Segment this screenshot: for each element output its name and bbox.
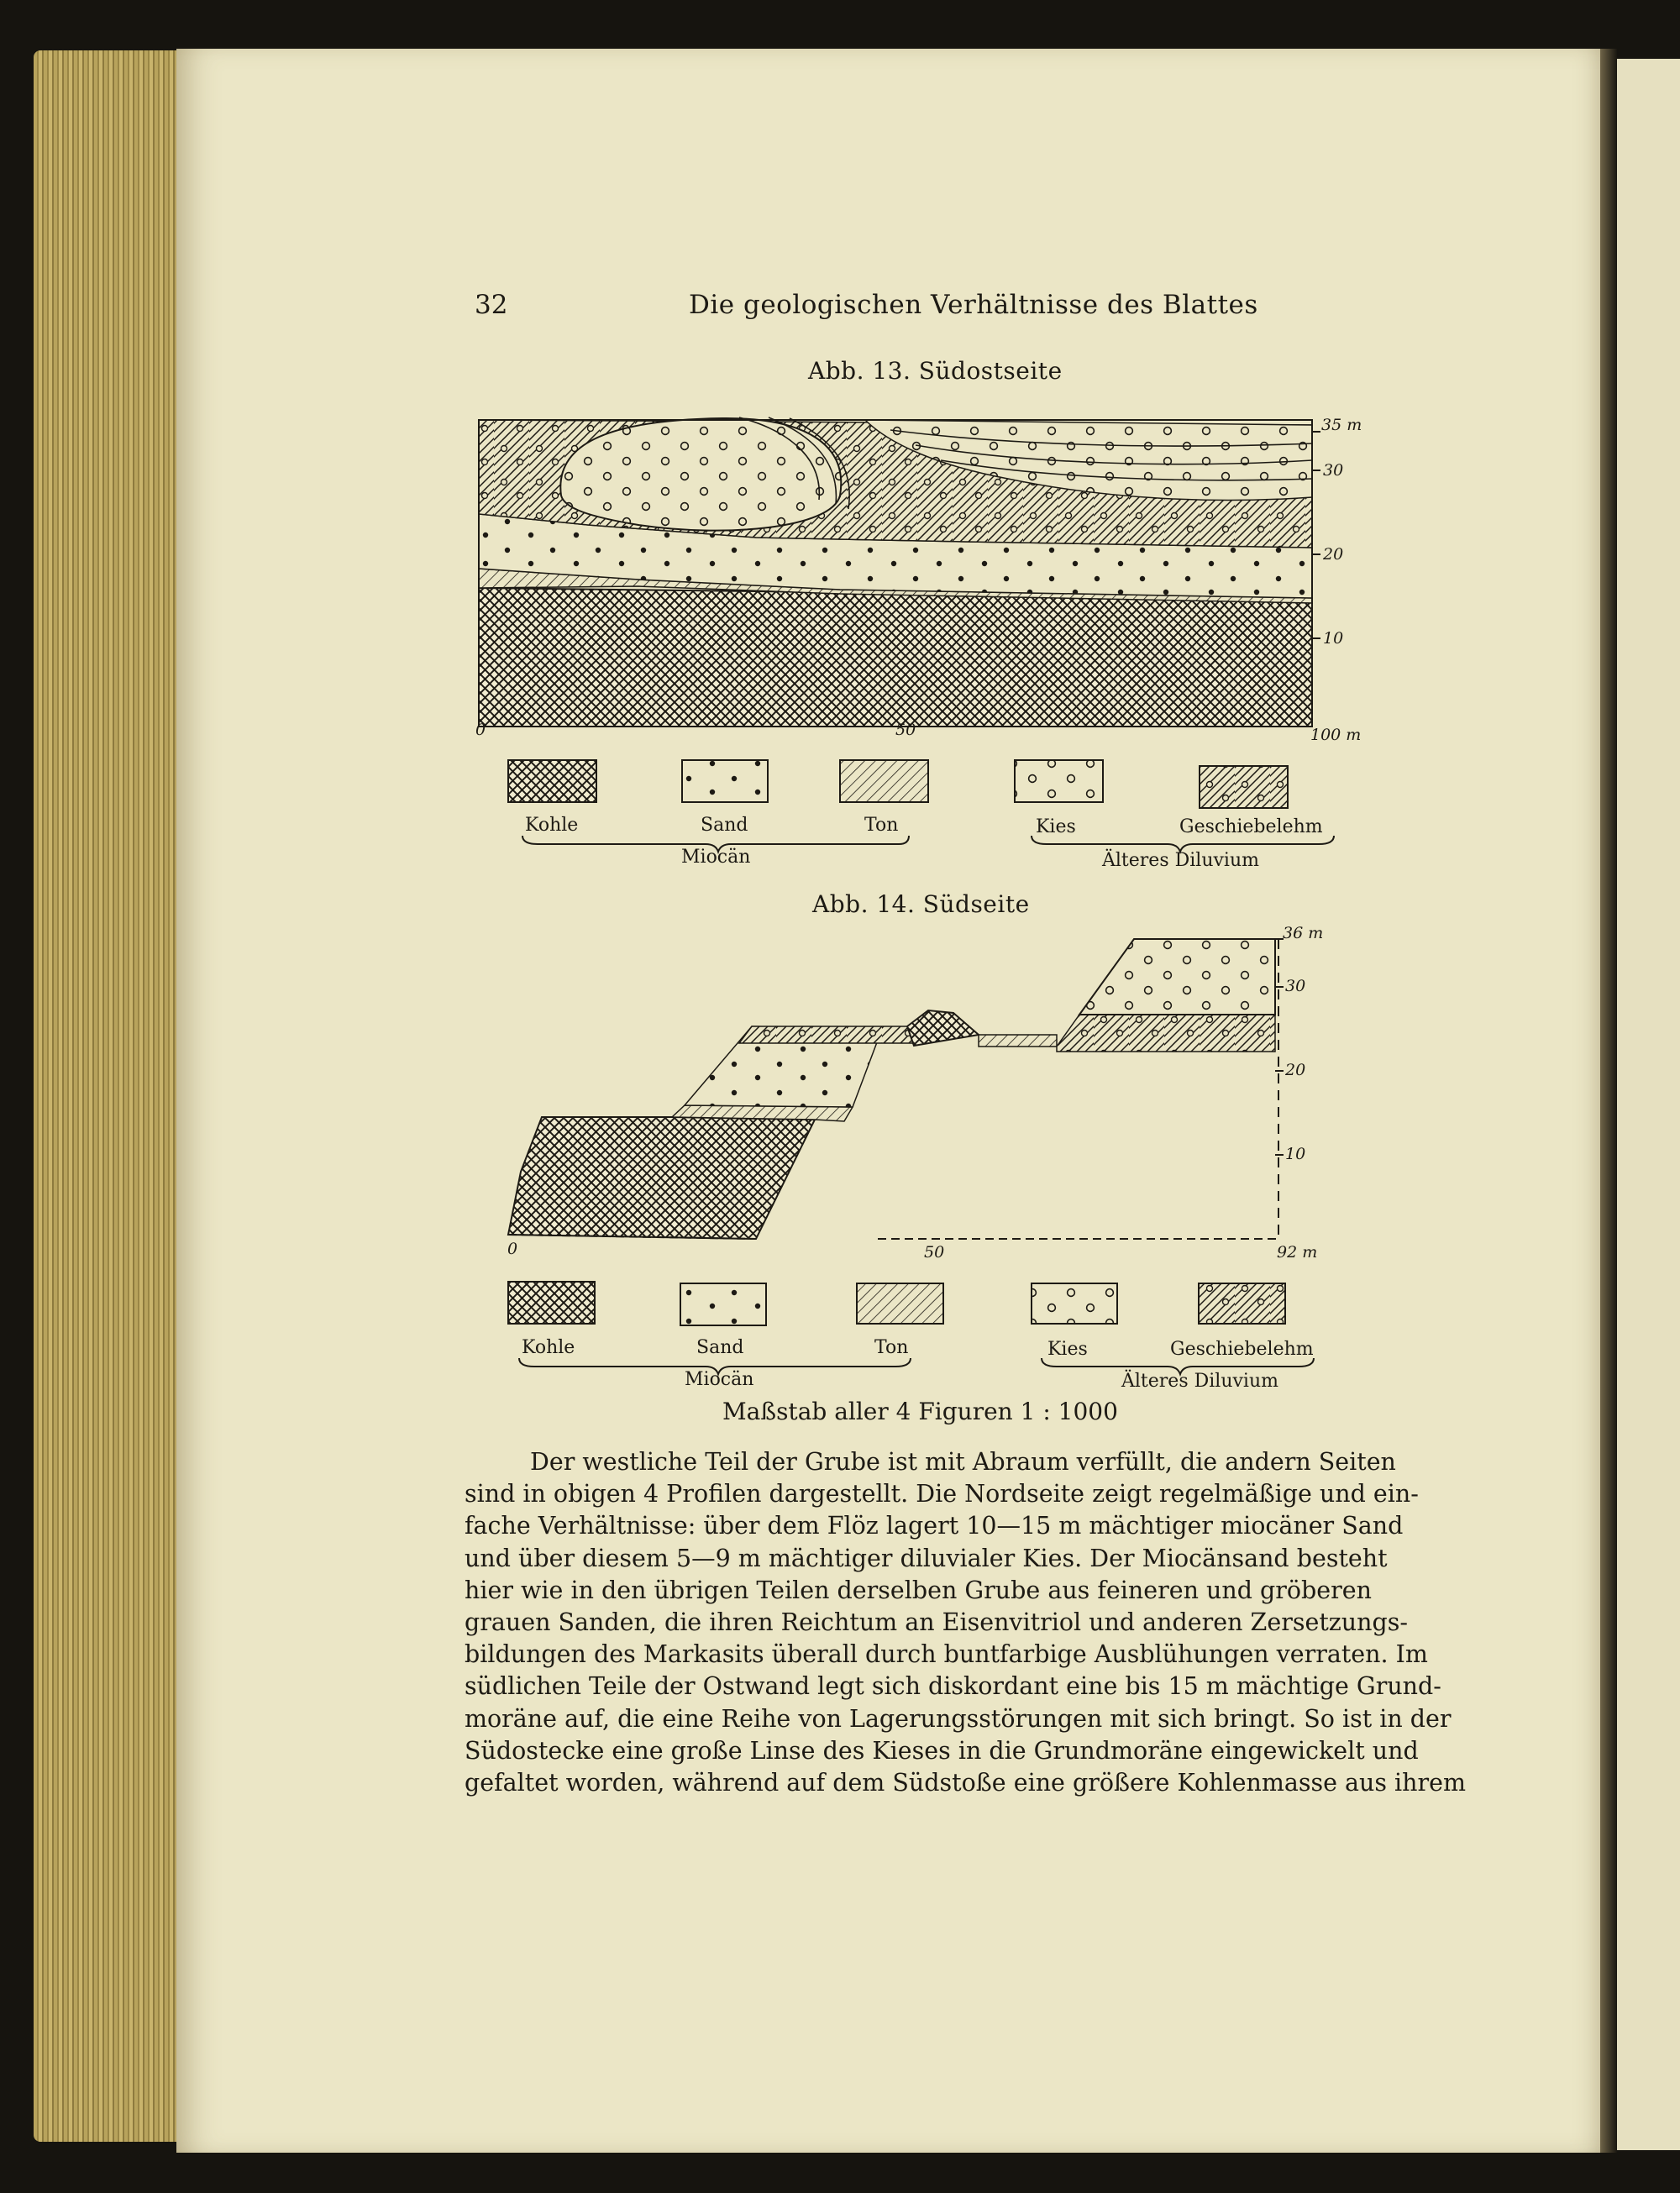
figure-13-profile [479,417,1320,727]
fig13-y-10: 10 [1323,629,1344,648]
fig13-group-diluvium: Älteres Diluvium [1102,850,1259,871]
fig13-kies-lens [560,418,841,531]
body-line-2: sind in obigen 4 Profilen dargestellt. Die Nordseite zeigt regelmäßige und ein- [465,1480,1419,1508]
fig14-kohle-knob [907,1010,979,1046]
fig14-legend-sand: Sand [696,1337,744,1358]
fig14-y-30: 30 [1285,977,1306,995]
body-line-5: hier wie in den übrigen Teilen derselben Grube aus feineren und gröberen [465,1576,1373,1604]
fig13-group-miocaen: Miocän [681,847,751,868]
fig14-ton-mid [979,1035,1057,1047]
fig14-kohle [508,1117,815,1239]
body-line-10: Südostecke eine große Linse des Kieses in die Grundmoräne eingewickelt und [465,1736,1419,1765]
fig14-y-36: 36 m [1283,924,1324,942]
fig14-geschiebelehm-right [1057,1011,1275,1052]
fig14-legend-geschiebelehm: Geschiebelehm [1170,1339,1314,1360]
fig13-legend-geschiebelehm: Geschiebelehm [1179,816,1323,837]
body-line-11: gefaltet worden, während auf dem Südstoße eine größere Kohlenmasse aus ihrem [465,1769,1467,1797]
fig13-scale-ticks [1312,432,1320,638]
fig13-legend-kohle-swatch [508,760,596,802]
fig13-legend-kohle: Kohle [525,815,579,836]
fig13-y-20: 20 [1323,545,1344,564]
fig13-x-0: 0 [475,721,486,739]
fig13-legend-sand: Sand [701,815,748,836]
fig14-y-10: 10 [1285,1145,1306,1163]
fig13-legend-geschiebelehm-swatch [1200,766,1288,808]
figure-14-title: Abb. 14. Südseite [812,890,1030,918]
fig13-kohle [479,588,1312,727]
fig13-legend-ton: Ton [864,815,899,836]
fig14-legend-sand-swatch [680,1283,766,1325]
fig14-legend-ton-swatch [857,1283,943,1324]
figure-13-title: Abb. 13. Südostseite [808,357,1063,385]
scale-note: Maßstab aller 4 Figuren 1 : 1000 [722,1398,1118,1425]
body-line-9: moräne auf, die eine Reihe von Lagerungsstörungen mit sich bringt. So ist in der [465,1704,1452,1733]
fig13-legend-kies: Kies [1036,816,1076,837]
fig14-x-50: 50 [924,1243,945,1262]
figure-14-profile [508,939,1284,1239]
running-head: Die geologischen Verhältnisse des Blattes [689,290,1258,320]
fig14-geschiebelehm-left [739,1026,914,1043]
fig14-legend-kohle-swatch [508,1282,595,1324]
fig13-y-30: 30 [1323,461,1344,480]
body-line-7: bildungen des Markasits überall durch buntfarbige Ausblühungen verraten. Im [465,1640,1428,1669]
fig13-x-50: 50 [895,721,916,739]
body-line-6: grauen Sanden, die ihren Reichtum an Eisenvitriol und anderen Zersetzungs- [465,1608,1409,1637]
fig14-x-92: 92 m [1277,1243,1318,1262]
fig13-legend-sand-swatch [682,760,768,802]
fig14-group-miocaen: Miocän [685,1369,754,1390]
fig14-x-0: 0 [507,1240,518,1258]
fig14-group-diluvium: Älteres Diluvium [1121,1371,1278,1392]
body-paragraph [465,1446,1467,1799]
fig14-kies [1079,939,1275,1015]
fig14-legend-kies-swatch [1032,1283,1117,1324]
fig14-legend-ton: Ton [874,1337,909,1358]
fig13-legend-ton-swatch [840,760,928,802]
body-line-4: und über diesem 5—9 m mächtiger diluvialer Kies. Der Miocänsand besteht [465,1544,1388,1572]
fig13-x-100: 100 m [1310,726,1362,744]
fig14-legend-kies: Kies [1047,1339,1088,1360]
fig13-legend-kies-swatch [1015,760,1103,802]
body-line-8: südlichen Teile der Ostwand legt sich diskordant eine bis 15 m mächtige Grund- [465,1672,1441,1701]
page-number: 32 [475,290,508,320]
fig14-y-20: 20 [1285,1061,1306,1079]
body-line-1: Der westliche Teil der Grube ist mit Abraum verfüllt, die andern Seiten [530,1448,1396,1476]
fig13-y-35: 35 m [1321,416,1362,434]
body-line-3: fache Verhältnisse: über dem Flöz lagert 10—15 m mächtiger miocäner Sand [465,1512,1404,1540]
fig14-legend-geschiebelehm-swatch [1199,1283,1285,1324]
fig14-legend-kohle: Kohle [522,1337,575,1358]
